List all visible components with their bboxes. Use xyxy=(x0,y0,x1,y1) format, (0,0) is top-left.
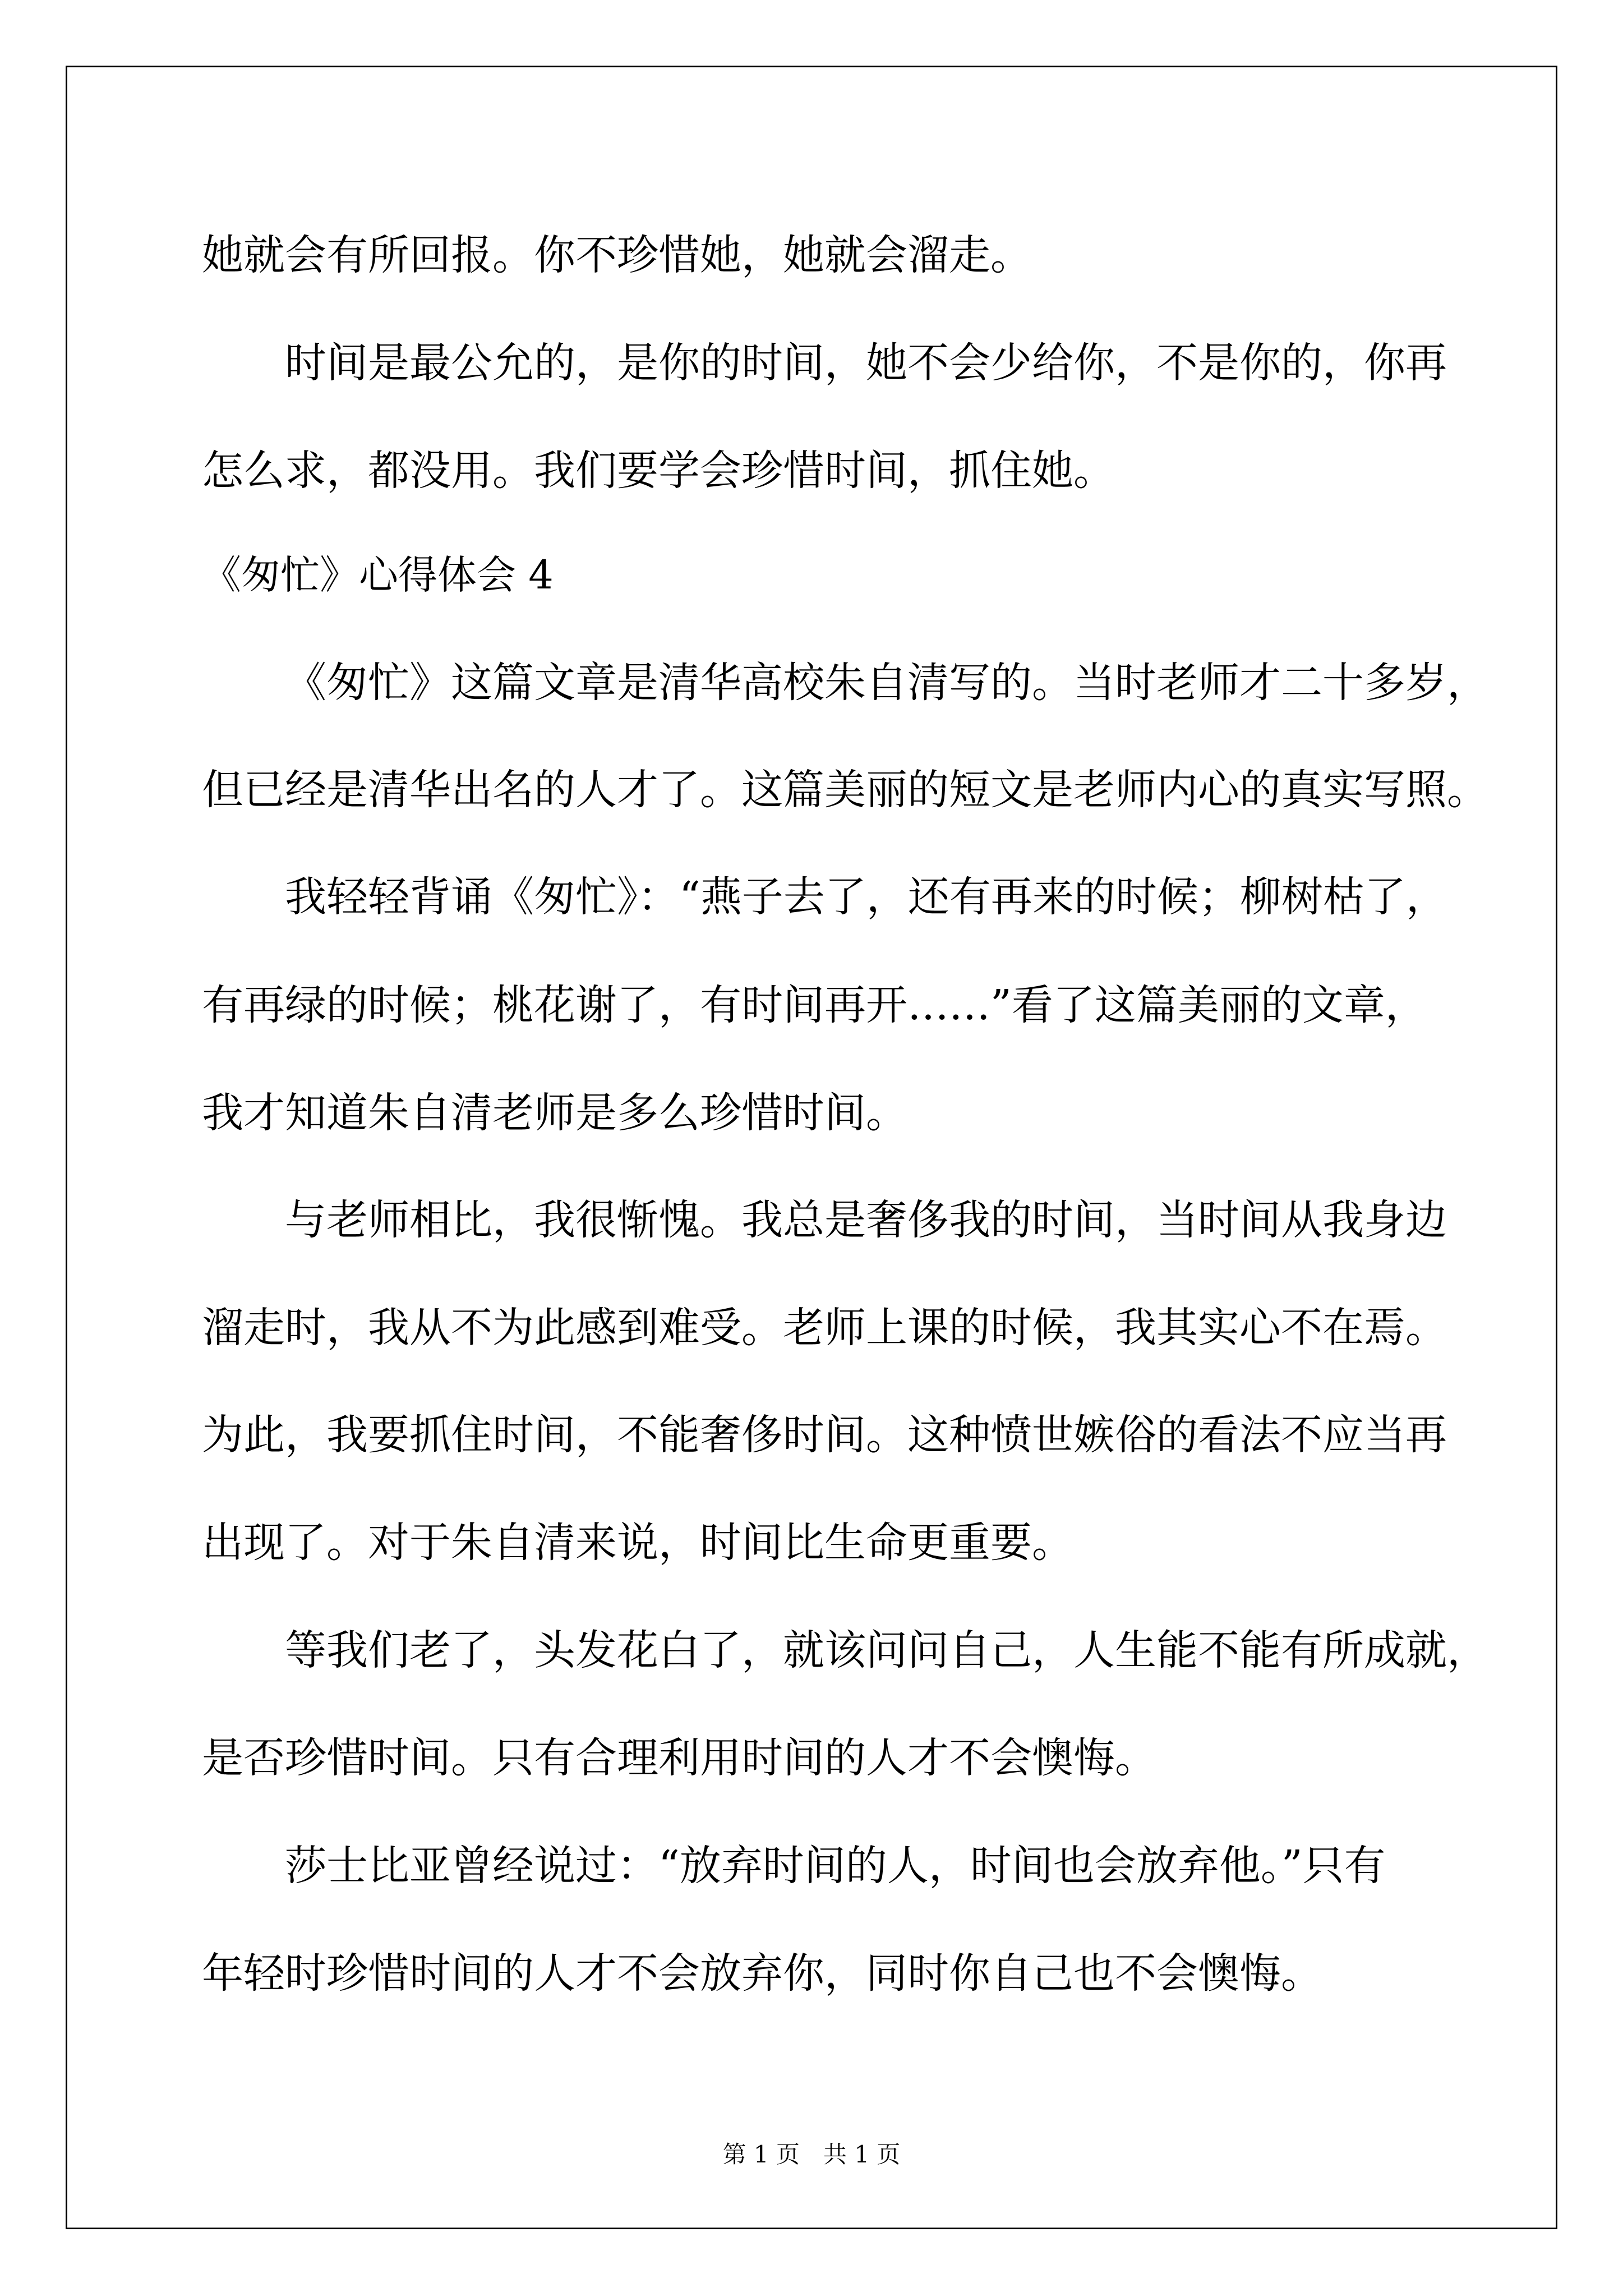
text-line: 有再绿的时候；桃花谢了，有时间再开……”看了这篇美丽的文章， xyxy=(202,981,1427,1029)
text-line: 出现了。对于朱自清来说，时间比生命更重要。 xyxy=(202,1519,1073,1567)
text-line: 时间是最公允的，是你的时间，她不会少给你，不是你的，你再 xyxy=(285,339,1447,387)
text-line: 莎士比亚曾经说过：“放弃时间的人，时间也会放弃他。”只有 xyxy=(285,1842,1386,1890)
page-footer: 第 1 页 共 1 页 xyxy=(722,2141,901,2168)
text-line: 是否珍惜时间。只有合理利用时间的人才不会懊悔。 xyxy=(202,1734,1156,1782)
text-line: 与老师相比，我很惭愧。我总是奢侈我的时间，当时间从我身边 xyxy=(285,1196,1447,1244)
text-line: 她就会有所回报。你不珍惜她，她就会溜走。 xyxy=(202,231,1032,279)
text-line: 《匆忙》这篇文章是清华高校朱自清写的。当时老师才二十多岁， xyxy=(285,659,1488,707)
text-line: 我才知道朱自清老师是多么珍惜时间。 xyxy=(202,1089,907,1137)
text-line: 等我们老了，头发花白了，就该问问自己，人生能不能有所成就， xyxy=(285,1626,1488,1674)
page-border xyxy=(66,66,1557,2229)
text-line: 年轻时珍惜时间的人才不会放弃你，同时你自己也不会懊悔。 xyxy=(202,1949,1322,1998)
text-line: 怎么求，都没用。我们要学会珍惜时间，抓住她。 xyxy=(202,447,1115,495)
section-heading: 《匆忙》心得体会 4 xyxy=(202,552,554,598)
text-line: 我轻轻背诵《匆忙》：“燕子去了，还有再来的时候；柳树枯了， xyxy=(285,873,1447,921)
text-line: 但已经是清华出名的人才了。这篇美丽的短文是老师内心的真实写照。 xyxy=(202,766,1488,814)
text-line: 为此，我要抓住时间，不能奢侈时间。这种愤世嫉俗的看法不应当再 xyxy=(202,1411,1447,1459)
text-line: 溜走时，我从不为此感到难受。老师上课的时候，我其实心不在焉。 xyxy=(202,1304,1447,1352)
